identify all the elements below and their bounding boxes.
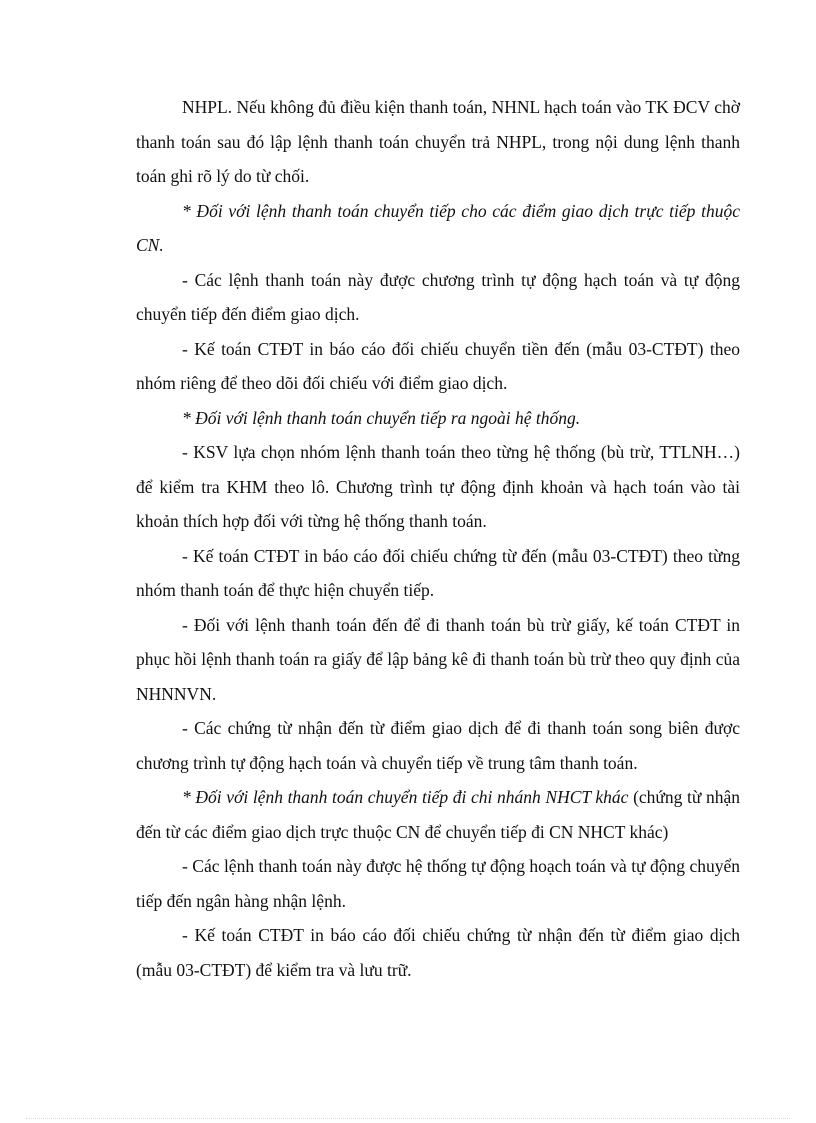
paragraph-nhpl-conditions: NHPL. Nếu không đủ điều kiện thanh toán, NHNL hạch toán vào TK ĐCV chờ thanh toán sau đó lập lệnh thanh toán chuyển trả NHPL, trong nội dung lệnh thanh toán ghi rõ lý do từ chối.	[136, 97, 740, 186]
paragraph-bilateral-payment: - Các chứng từ nhận đến từ điểm giao dịch để đi thanh toán song biên được chương trình tự động hạch toán và chuyển tiếp về trung tâm thanh toán.	[136, 718, 740, 773]
heading-italic-part: * Đối với lệnh thanh toán chuyển tiếp đi chi nhánh NHCT khác	[182, 787, 629, 807]
heading-transfer-other-nhct-branch	[136, 780, 740, 849]
paragraph-ksv-select-group: - KSV lựa chọn nhóm lệnh thanh toán theo từng hệ thống (bù trừ, TTLNH…) để kiểm tra KHM theo lô. Chương trình tự động định khoản và hạch toán vào tài khoản thích hợp đối với từng hệ thống thanh toán.	[136, 442, 740, 531]
paragraph-report-03-ctdt-archive: - Kế toán CTĐT in báo cáo đối chiếu chứng từ nhận đến từ điểm giao dịch (mẫu 03-CTĐT) để kiểm tra và lưu trữ.	[136, 925, 740, 980]
heading-transfer-outside-system: * Đối với lệnh thanh toán chuyển tiếp ra ngoài hệ thống.	[182, 407, 581, 428]
paragraph-paper-clearing: - Đối với lệnh thanh toán đến để đi thanh toán bù trừ giấy, kế toán CTĐT in phục hồi lệnh thanh toán ra giấy để lập bảng kê đi thanh toán bù trừ theo quy định của NHNNVN.	[136, 614, 740, 704]
paragraph-report-03-ctdt-incoming: - Kế toán CTĐT in báo cáo đối chiếu chuyển tiền đến (mẫu 03-CTĐT) theo nhóm riêng để theo dõi đối chiếu với điểm giao dịch.	[136, 338, 740, 393]
page-bottom-divider	[26, 1118, 790, 1119]
document-page	[136, 90, 740, 987]
paragraph-report-03-ctdt-documents: - Kế toán CTĐT in báo cáo đối chiếu chứng từ đến (mẫu 03-CTĐT) theo từng nhóm thanh toán để thực hiện chuyển tiếp.	[136, 545, 740, 600]
paragraph-system-auto-accounting: - Các lệnh thanh toán này được hệ thống tự động hoạch toán và tự động chuyển tiếp đến ngân hàng nhận lệnh.	[136, 856, 740, 911]
paragraph-auto-accounting: - Các lệnh thanh toán này được chương trình tự động hạch toán và tự động chuyển tiếp đến điểm giao dịch.	[136, 269, 740, 324]
heading-normal-part: (chứng từ nhận đến từ các điểm giao dịch trực thuộc CN để chuyển tiếp đi CN NHCT khác)	[136, 787, 740, 842]
heading-transfer-to-branch-points: * Đối với lệnh thanh toán chuyển tiếp cho các điểm giao dịch trực tiếp thuộc CN.	[136, 200, 740, 255]
